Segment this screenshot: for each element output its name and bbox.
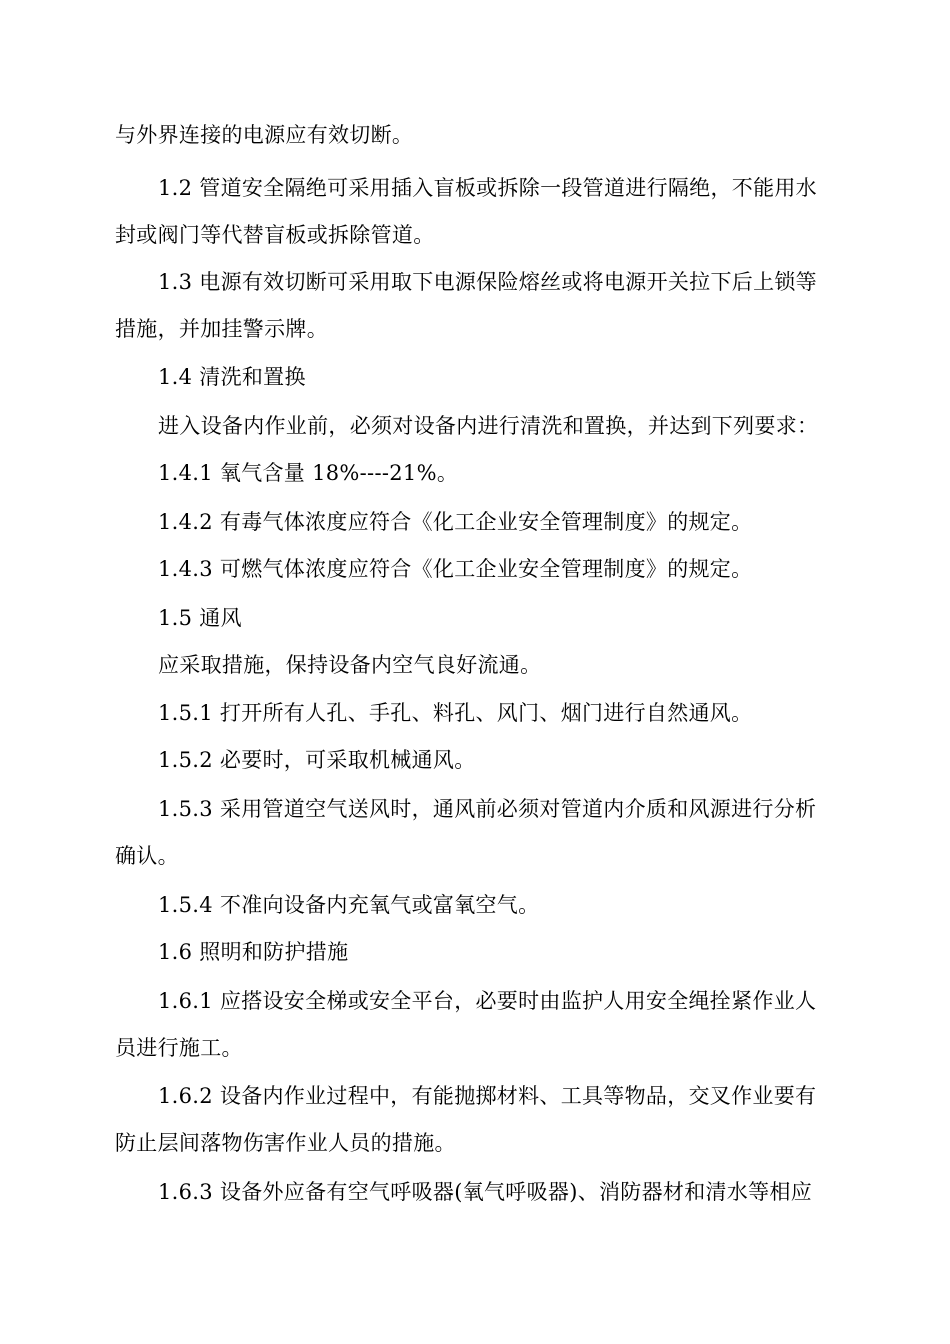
section-heading: 1.4 清洗和置换: [158, 365, 306, 389]
paragraph-line: 1.5.3 采用管道空气送风时，通风前必须对管道内介质和风源进行分析: [158, 797, 817, 821]
paragraph-line: 1.3 电源有效切断可采用取下电源保险熔丝或将电源开关拉下后上锁等: [158, 270, 817, 294]
paragraph-line: 1.6.1 应搭设安全梯或安全平台，必要时由监护人用安全绳拴紧作业人: [158, 989, 817, 1013]
paragraph-line: 1.2 管道安全隔绝可采用插入盲板或拆除一段管道进行隔绝，不能用水: [158, 176, 817, 200]
paragraph-line: 应采取措施，保持设备内空气良好流通。: [158, 653, 542, 677]
paragraph-line: 1.5.4 不准向设备内充氧气或富氧空气。: [158, 893, 540, 917]
paragraph-line: 1.6.3 设备外应备有空气呼吸器(氧气呼吸器)、消防器材和清水等相应: [158, 1180, 812, 1204]
section-heading: 1.6 照明和防护措施: [158, 940, 349, 964]
paragraph-line: 1.4.2 有毒气体浓度应符合《化工企业安全管理制度》的规定。: [158, 510, 753, 534]
paragraph-line: 确认。: [115, 844, 179, 868]
paragraph-line: 1.4.3 可燃气体浓度应符合《化工企业安全管理制度》的规定。: [158, 557, 753, 581]
paragraph-line: 1.6.2 设备内作业过程中，有能抛掷材料、工具等物品，交叉作业要有: [158, 1084, 817, 1108]
paragraph-line: 1.4.1 氧气含量 18%----21%。: [158, 461, 459, 485]
paragraph-line: 与外界连接的电源应有效切断。: [115, 123, 414, 147]
paragraph-line: 1.5.2 必要时，可采取机械通风。: [158, 748, 476, 772]
paragraph-line: 封或阀门等代替盲板或拆除管道。: [115, 223, 435, 247]
paragraph-line: 进入设备内作业前，必须对设备内进行清洗和置换，并达到下列要求：: [158, 414, 819, 438]
paragraph-line: 防止层间落物伤害作业人员的措施。: [115, 1131, 456, 1155]
section-heading: 1.5 通风: [158, 606, 242, 630]
paragraph-line: 措施，并加挂警示牌。: [115, 317, 328, 341]
paragraph-line: 员进行施工。: [115, 1036, 243, 1060]
paragraph-line: 1.5.1 打开所有人孔、手孔、料孔、风门、烟门进行自然通风。: [158, 701, 753, 725]
